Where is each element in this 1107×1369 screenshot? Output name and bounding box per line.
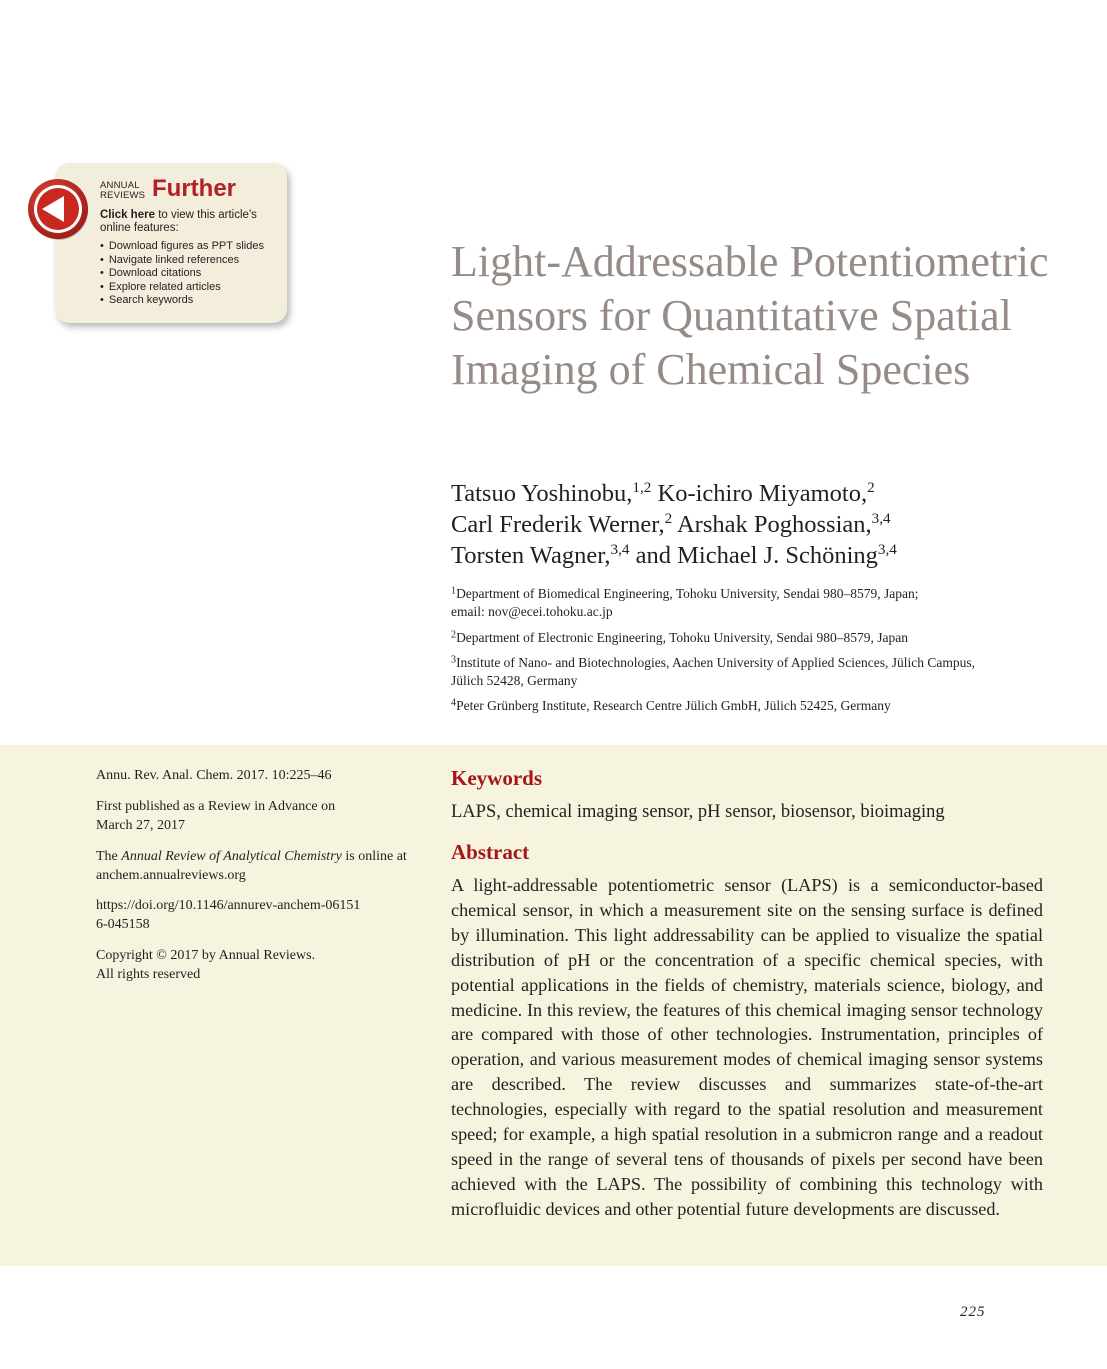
author-name: Torsten Wagner,	[451, 542, 611, 569]
abstract-heading: Abstract	[451, 840, 530, 864]
affiliation-email[interactable]: email: nov@ecei.tohoku.ac.jp	[451, 604, 613, 619]
author-affiliation-marker: 2	[867, 478, 875, 496]
further-item-download-citations[interactable]: • Download citations	[100, 267, 264, 281]
abstract-text: A light-addressable potentiometric sensor (LAPS) is a semiconductor-based chemical sensor, in which a measurement site on the sensing surface is defined by illumination. This light addressability can be applied to visualize the spatial distribution of pH or the concentration of a specific chemical species, with potential applications in the fields of chemistry, materials science, biology, and medicine. In this review, the features of this chemical imaging sensor technology are compared with those of other technologies. Instrumentation, principles of operation, and various measurement modes of chemical imaging sensor systems are described. The review discusses and summarizes state-of-the-art technologies, especially with regard to the spatial resolution and measurement speed; for example, a high spatial resolution in a submicron range and a readout speed in the range of several tens of thousands of pixels per second have been achieved with the LAPS. The possibility of combining this technology with microfluidic devices and other potential future developments are discussed.	[451, 875, 1043, 1219]
affiliation-number: 2	[451, 629, 457, 641]
author-name: Carl Frederik Werner,	[451, 511, 665, 538]
brand-line-reviews: REVIEWS	[100, 190, 146, 201]
article-title: Light-Addressable Potentiometric Sensors for Quantitative Spatial Imaging of Chemical Species	[451, 237, 1049, 394]
affiliation-text: Peter Grünberg Institute, Research Centre Jülich GmbH, Jülich 52425, Germany	[456, 698, 891, 713]
copyright-line: Copyright © 2017 by Annual Reviews.	[96, 948, 316, 963]
keywords-text: LAPS, chemical imaging sensor, pH sensor, biosensor, bioimaging	[451, 802, 945, 822]
journal-name: Annual Review of Analytical Chemistry	[121, 849, 342, 864]
further-item-search-keywords[interactable]: • Search keywords	[100, 294, 264, 308]
author-affiliation-marker: 3,4	[877, 540, 897, 558]
online-availability	[96, 847, 416, 885]
further-feature-list	[100, 240, 264, 308]
author-name: Tatsuo Yoshinobu,	[451, 480, 633, 507]
rights-line: All rights reserved	[96, 967, 201, 982]
author-affiliation-marker: 3,4	[610, 540, 630, 558]
affiliation-text-continued: Jülich 52428, Germany	[451, 673, 578, 688]
affiliation-4	[451, 697, 1061, 715]
author-affiliation-marker: 1,2	[632, 478, 652, 496]
author-line-3	[451, 540, 1071, 571]
annual-reviews-logo	[100, 181, 145, 201]
author-name: Ko-ichiro Miyamoto,	[657, 480, 868, 507]
click-here-link[interactable]: Click here	[100, 209, 155, 221]
affiliation-text: Department of Electronic Engineering, Tohoku University, Sendai 980–8579, Japan	[456, 630, 909, 645]
author-line-1	[451, 478, 1071, 509]
affiliation-2	[451, 629, 1061, 647]
click-here-rest: to view this article's online features:	[100, 209, 257, 234]
left-arrow-badge-icon[interactable]	[26, 177, 90, 241]
citation-line: Annu. Rev. Anal. Chem. 2017. 10:225–46	[96, 768, 332, 783]
further-item-related-articles[interactable]: • Explore related articles	[100, 281, 264, 295]
author-list	[451, 478, 1071, 571]
further-instructions	[100, 209, 280, 235]
brand-line-annual: ANNUAL	[100, 180, 140, 191]
affiliation-text: Institute of Nano- and Biotechnologies, Aachen University of Applied Sciences, Jülich Campus,	[456, 655, 975, 670]
affiliation-text: Department of Biomedical Engineering, Tohoku University, Sendai 980–8579, Japan;	[456, 586, 919, 601]
author-affiliation-marker: 3,4	[871, 509, 891, 527]
author-name: Arshak Poghossian,	[676, 511, 872, 538]
further-item-linked-references[interactable]: • Navigate linked references	[100, 254, 264, 268]
further-item-download-figures[interactable]: • Download figures as PPT slides	[100, 240, 264, 254]
author-name: and Michael J. Schöning	[635, 542, 878, 569]
affiliation-number: 3	[451, 654, 457, 666]
online-post: is online at anchem.annualreviews.org	[96, 849, 407, 883]
author-affiliation-marker: 2	[664, 509, 673, 527]
affiliation-3	[451, 654, 1061, 690]
copyright	[96, 946, 426, 984]
doi-link[interactable]: https://doi.org/10.1146/annurev-anchem-061516-045158	[96, 898, 361, 932]
online-pre: The	[96, 849, 118, 864]
first-published: First published as a Review in Advance on March 27, 2017	[96, 799, 336, 833]
affiliation-number: 1	[451, 585, 457, 597]
keywords-heading: Keywords	[451, 766, 542, 790]
affiliation-1	[451, 585, 1061, 621]
affiliation-number: 4	[451, 697, 457, 709]
page-number: 225	[960, 1304, 986, 1320]
author-line-2	[451, 509, 1071, 540]
further-word: Further	[152, 175, 236, 202]
